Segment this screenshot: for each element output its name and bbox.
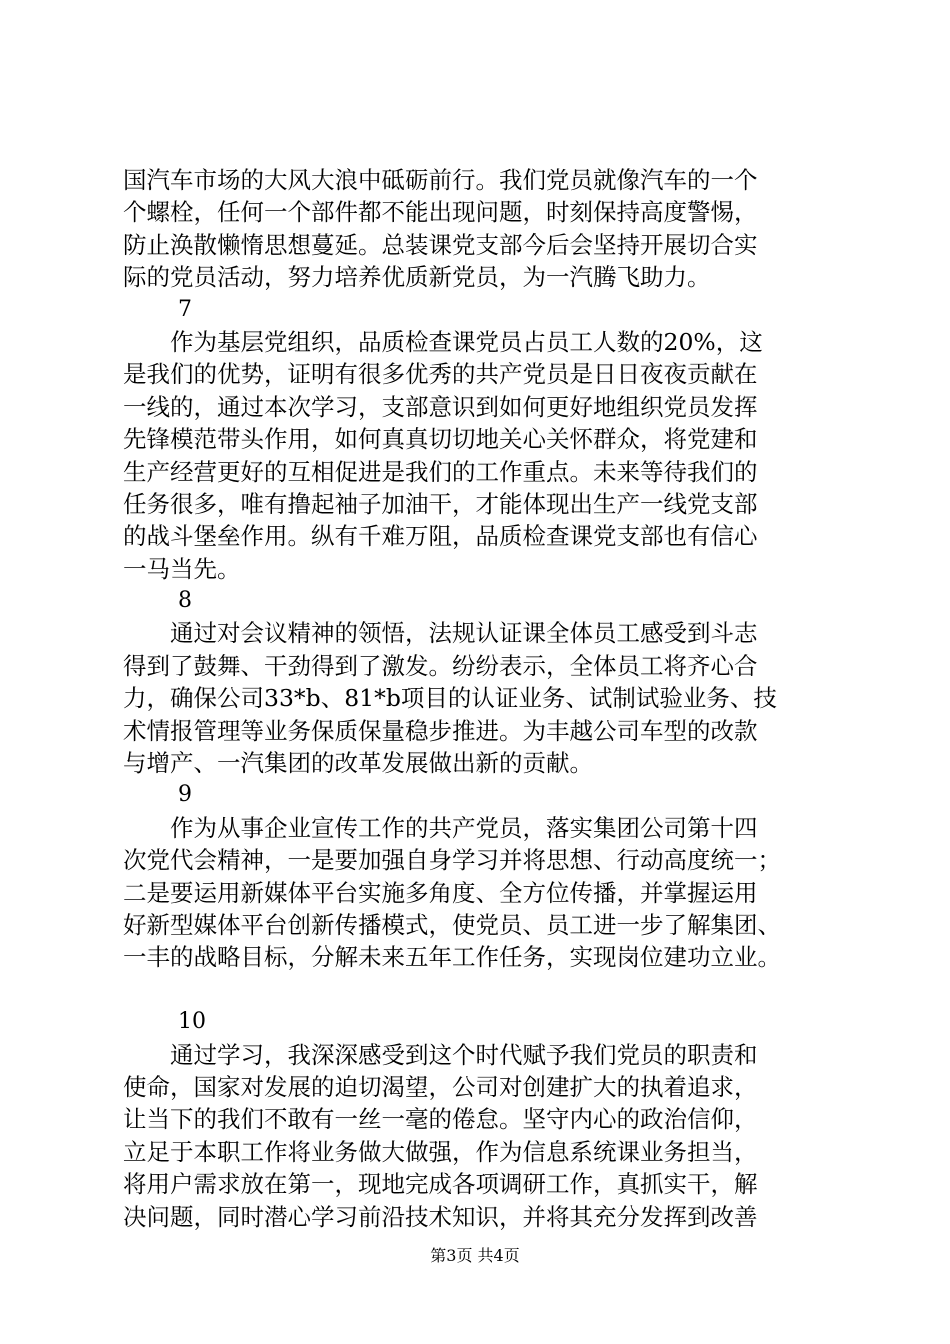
paragraph-line: 作为从事企业宣传工作的共产党员，落实集团公司第十四 xyxy=(123,813,758,842)
section-number: 7 xyxy=(178,296,192,322)
paragraph-line: 通过学习，我深深感受到这个时代赋予我们党员的职责和 xyxy=(123,1040,758,1069)
blank-line xyxy=(123,974,833,1006)
paragraph-line: 个螺栓，任何一个部件都不能出现问题，时刻保持高度警惕， xyxy=(123,198,758,227)
section-number: 10 xyxy=(178,1009,206,1035)
paragraph xyxy=(123,812,833,974)
section-number: 8 xyxy=(178,588,192,614)
paragraph-line: 好新型媒体平台创新传播模式，使党员、员工进一步了解集团、 xyxy=(123,910,781,939)
paragraph-line: 让当下的我们不敢有一丝一毫的倦怠。坚守内心的政治信仰， xyxy=(123,1105,758,1134)
paragraph-line: 先锋模范带头作用，如何真真切切地关心关怀群众，将党建和 xyxy=(123,425,758,454)
paragraph-line: 国汽车市场的大风大浪中砥砺前行。我们党员就像汽车的一个 xyxy=(123,166,758,194)
paragraph-line: 生产经营更好的互相促进是我们的工作重点。未来等待我们的 xyxy=(123,457,758,486)
paragraph-line: 次党代会精神，一是要加强自身学习并将思想、行动高度统一； xyxy=(123,846,781,875)
paragraph-line: 立足于本职工作将业务做大做强，作为信息系统课业务担当， xyxy=(123,1137,758,1166)
paragraph-line: 使命，国家对发展的迫切渴望，公司对创建扩大的执着追求， xyxy=(123,1072,758,1101)
paragraph xyxy=(123,1039,833,1233)
paragraph-line: 的战斗堡垒作用。纵有千难万阻，品质检查课党支部也有信心 xyxy=(123,522,758,551)
paragraph-line: 与增产、一汽集团的改革发展做出新的贡献。 xyxy=(123,749,593,778)
paragraph-line: 防止涣散懒惰思想蔓延。总装课党支部今后会坚持开展切合实 xyxy=(123,230,758,259)
paragraph-line: 术情报管理等业务保质保量稳步推进。为丰越公司车型的改款 xyxy=(123,716,758,745)
section-number: 9 xyxy=(178,782,192,808)
document-body xyxy=(123,164,833,1233)
paragraph-line: 一线的，通过本次学习，支部意识到如何更好地组织党员发挥 xyxy=(123,392,758,421)
paragraph-line: 一马当先。 xyxy=(123,554,241,583)
paragraph-line: 通过对会议精神的领悟，法规认证课全体员工感受到斗志 xyxy=(123,619,758,648)
paragraph-line: 是我们的优势，证明有很多优秀的共产党员是日日夜夜贡献在 xyxy=(123,360,758,389)
paragraph xyxy=(123,617,833,779)
paragraph-line: 任务很多，唯有撸起袖子加油干，才能体现出生产一线党支部 xyxy=(123,489,758,518)
paragraph-line: 作为基层党组织，品质检查课党员占员工人数的20%，这 xyxy=(123,327,763,356)
paragraph-line: 得到了鼓舞、干劲得到了激发。纷纷表示，全体员工将齐心合 xyxy=(123,651,758,680)
paragraph-line: 际的党员活动，努力培养优质新党员，为一汽腾飞助力。 xyxy=(123,263,711,292)
paragraph xyxy=(123,326,833,585)
paragraph-line: 力，确保公司33*b、81*b项目的认证业务、试制试验业务、技 xyxy=(123,684,777,713)
paragraph-line: 将用户需求放在第一，现地完成各项调研工作，真抓实干，解 xyxy=(123,1170,758,1199)
page-footer: 第3页 共4页 xyxy=(430,1246,520,1265)
paragraph-line: 二是要运用新媒体平台实施多角度、全方位传播，并掌握运用 xyxy=(123,878,758,907)
paragraph xyxy=(123,164,833,294)
paragraph-line: 一丰的战略目标，分解未来五年工作任务，实现岗位建功立业。 xyxy=(123,943,781,972)
paragraph-line: 决问题，同时潜心学习前沿技术知识，并将其充分发挥到改善 xyxy=(123,1202,758,1231)
